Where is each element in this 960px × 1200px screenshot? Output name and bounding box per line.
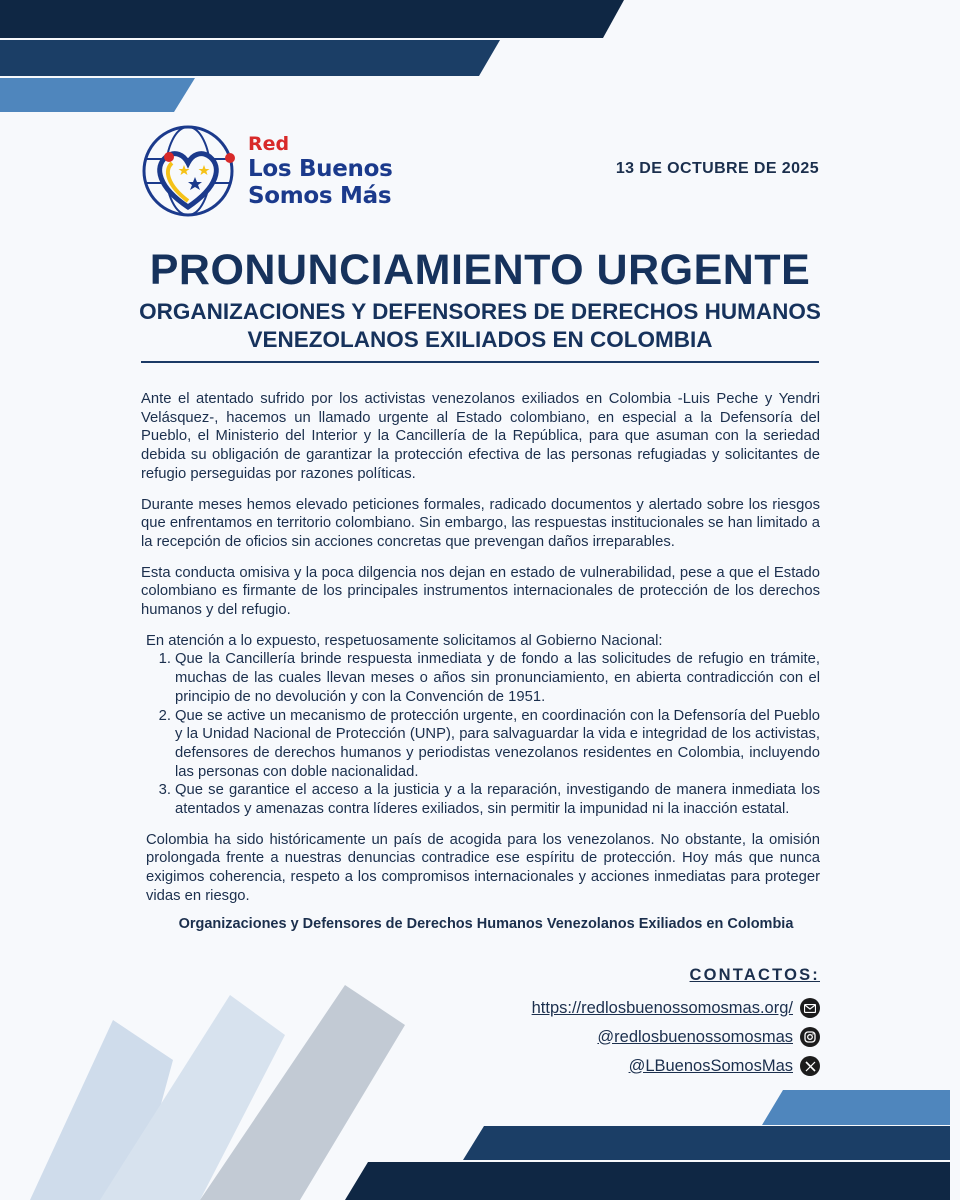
requests-list bbox=[146, 650, 820, 818]
request-text: Que se garantice el acceso a la justicia y a la reparación, investigando de manera inmediata los atentados y amenazas contra líderes exiliados, sin permitir la impunidad ni la inacción estatal. bbox=[175, 782, 820, 818]
signature: Organizaciones y Defensores de Derechos Humanos Venezolanos Exiliados en Colombia bbox=[178, 916, 794, 932]
paragraph-1: Ante el atentado sufrido por los activistas venezolanos exiliados en Colombia -Luis Peche y Yendri Velásquez-, hacemos un llamado urgente al Estado colombiano, en especial a la Defensoría del Pueblo, el Ministerio del Interior y la Cancillería de la República, para que asuman con la seriedad debida su obligación de garantizar la protección efectiva de las personas refugiadas y solicitantes de refugio perseguidas por razones políticas. bbox=[141, 391, 820, 482]
contact-website bbox=[532, 998, 820, 1018]
paragraph-2: Durante meses hemos elevado peticiones formales, radicado documentos y alertado sobre los riesgos que enfrentamos en territorio colombiano. Sin embargo, las respuestas institucionales se han limitado a la recepción de oficios sin acciones concretas que prevengan daños irreparables. bbox=[141, 496, 820, 550]
logo-line-2: Somos Más bbox=[248, 183, 392, 209]
top-decorative-bands bbox=[0, 0, 960, 115]
request-text: Que se active un mecanismo de protección urgente, en coordinación con la Defensoría del Pueblo y la Unidad Nacional de Protección (UNP), para salvaguardar la vida e integridad de los activistas, defensores de derechos humanos y periodistas venezolanos residentes en Colombia, incluyendo las personas con doble nacionalidad. bbox=[175, 707, 820, 780]
request-text: Que la Cancillería brinde respuesta inmediata y de fondo a las solicitudes de refugio en trámite, muchas de las cuales llevan meses o años sin pronunciamiento, en abierta contradicción con el principio de no devolución y con la Convención de 1951. bbox=[175, 651, 820, 705]
organization-logo bbox=[140, 125, 420, 220]
document-body bbox=[141, 390, 820, 906]
contact-instagram bbox=[597, 1027, 820, 1047]
closing-paragraph: Colombia ha sido históricamente un país de acogida para los venezolanos. No obstante, la omisión prolongada frente a nuestras denuncias contradice ese espíritu de protección. Hoy más que nunca exigimos coherencia, respeto a los compromisos internacionales y acciones inmediatas para proteger vidas en riesgo. bbox=[146, 831, 820, 904]
request-item-1 bbox=[146, 650, 820, 706]
paragraph-3: Esta conducta omisiva y la poca dilgencia nos dejan en estado de vulnerabilidad, pese a que el Estado colombiano es firmante de los principales instrumentos internacionales de protección de los derechos humanos y del refugio. bbox=[141, 564, 820, 619]
logo-red-word: Red bbox=[248, 133, 290, 155]
requests-intro: En atención a lo expuesto, respetuosamente solicitamos al Gobierno Nacional: bbox=[146, 632, 663, 649]
page-subtitle: ORGANIZACIONES Y DEFENSORES DE DERECHOS HUMANOS VENEZOLANOS EXILIADOS EN COLOMBIA bbox=[139, 299, 821, 352]
website-link[interactable]: https://redlosbuenossomosmas.org/ bbox=[531, 998, 793, 1017]
logo-line-1: Los Buenos bbox=[248, 156, 393, 182]
page-title: PRONUNCIAMIENTO URGENTE bbox=[149, 246, 811, 294]
request-item-2 bbox=[146, 707, 820, 782]
title-divider bbox=[141, 361, 819, 363]
request-number: 1. bbox=[158, 651, 171, 668]
request-item-3 bbox=[146, 781, 820, 818]
request-number: 2. bbox=[158, 707, 171, 724]
contact-twitter bbox=[629, 1056, 820, 1076]
request-number: 3. bbox=[158, 782, 171, 799]
x-twitter-icon bbox=[800, 1056, 820, 1076]
instagram-link[interactable]: @redlosbuenossomosmas bbox=[597, 1027, 793, 1046]
instagram-icon bbox=[800, 1027, 820, 1047]
contacts-heading: CONTACTOS: bbox=[689, 966, 820, 984]
twitter-link[interactable]: @LBuenosSomosMas bbox=[628, 1056, 793, 1075]
email-icon bbox=[800, 998, 820, 1018]
document-date: 13 DE OCTUBRE DE 2025 bbox=[615, 160, 819, 177]
globe-heart-icon bbox=[140, 125, 240, 220]
